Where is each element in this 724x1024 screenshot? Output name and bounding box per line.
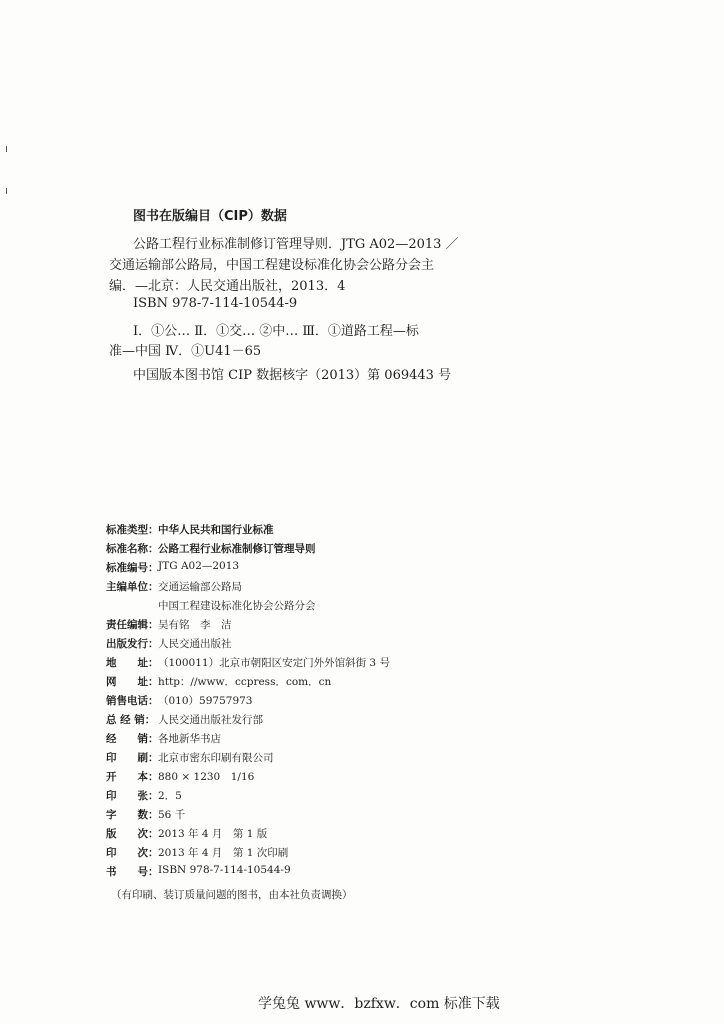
margin-mark-bottom — [6, 188, 7, 194]
margin-mark-top — [6, 146, 7, 152]
meta-value: 2013 年 4 月 第 1 版 — [158, 828, 268, 840]
cip-line: 中国版本图书馆 CIP 数据核字（2013）第 069443 号 — [133, 368, 452, 383]
quality-note: （有印刷、装订质量问题的图书，由本社负责调换） — [111, 889, 353, 901]
cip-line: 公路工程行业标准制修订管理导则．JTG A02—2013 ／ — [133, 237, 459, 252]
meta-label: 总 经 销： — [106, 714, 156, 726]
meta-label: 标准编号： — [106, 562, 159, 574]
meta-label: 标准类型： — [106, 524, 159, 536]
meta-label: 经 销： — [106, 733, 159, 745]
meta-value: 交通运输部公路局 — [158, 581, 242, 593]
cip-line: Ⅰ．①公… Ⅱ．①交… ②中… Ⅲ．①道路工程—标 — [133, 324, 419, 339]
meta-value: 880 × 1230 1/16 — [158, 771, 255, 783]
meta-value: ISBN 978-7-114-10544-9 — [158, 864, 291, 876]
meta-value: 人民交通出版社发行部 — [158, 714, 263, 726]
meta-value: 公路工程行业标准制修订管理导则 — [158, 543, 316, 555]
meta-label: 责任编辑： — [106, 619, 159, 631]
meta-label: 书 号： — [106, 866, 159, 878]
meta-value: 北京市密东印刷有限公司 — [158, 752, 274, 764]
meta-label: 印 刷： — [106, 752, 159, 764]
meta-label: 出版发行： — [106, 638, 159, 650]
meta-value: 各地新华书店 — [158, 733, 221, 745]
meta-value: 人民交通出版社 — [158, 638, 232, 650]
cip-line: 交通运输部公路局，中国工程建设标准化协会公路分会主 — [109, 258, 435, 273]
meta-label: 销售电话： — [106, 695, 159, 707]
meta-value: JTG A02—2013 — [158, 560, 240, 572]
meta-value: （010）59757973 — [158, 695, 253, 707]
meta-label: 字 数： — [106, 809, 159, 821]
cip-line: ISBN 978-7-114-10544-9 — [133, 296, 298, 311]
meta-label: 版 次： — [106, 828, 159, 840]
cip-title: 图书在版编目（CIP）数据 — [133, 209, 287, 224]
meta-value: 吴有铭 李 洁 — [158, 619, 232, 631]
meta-value: 中华人民共和国行业标准 — [158, 524, 274, 536]
watermark-footer: 学兔兔 www．bzfxw．com 标准下载 — [258, 996, 500, 1012]
meta-value: 56 千 — [158, 809, 186, 821]
meta-label: 印 张： — [106, 790, 159, 802]
meta-label: 地 址： — [106, 657, 159, 669]
meta-value: （100011）北京市朝阳区安定门外外馆斜街 3 号 — [158, 657, 390, 669]
meta-label: 主编单位： — [106, 581, 159, 593]
meta-value: 中国工程建设标准化协会公路分会 — [158, 600, 316, 612]
meta-value: 2．5 — [158, 790, 182, 802]
cip-line: 准—中国 Ⅳ．①U41－65 — [109, 344, 262, 359]
meta-label: 开 本： — [106, 771, 159, 783]
cip-line: 编．—北京：人民交通出版社，2013．4 — [109, 279, 346, 294]
meta-label: 印 次： — [106, 847, 159, 859]
meta-value: 2013 年 4 月 第 1 次印刷 — [158, 847, 289, 859]
meta-label: 网 址： — [106, 676, 159, 688]
meta-label: 标准名称： — [106, 543, 159, 555]
meta-value: http：//www．ccpress．com．cn — [158, 676, 332, 688]
